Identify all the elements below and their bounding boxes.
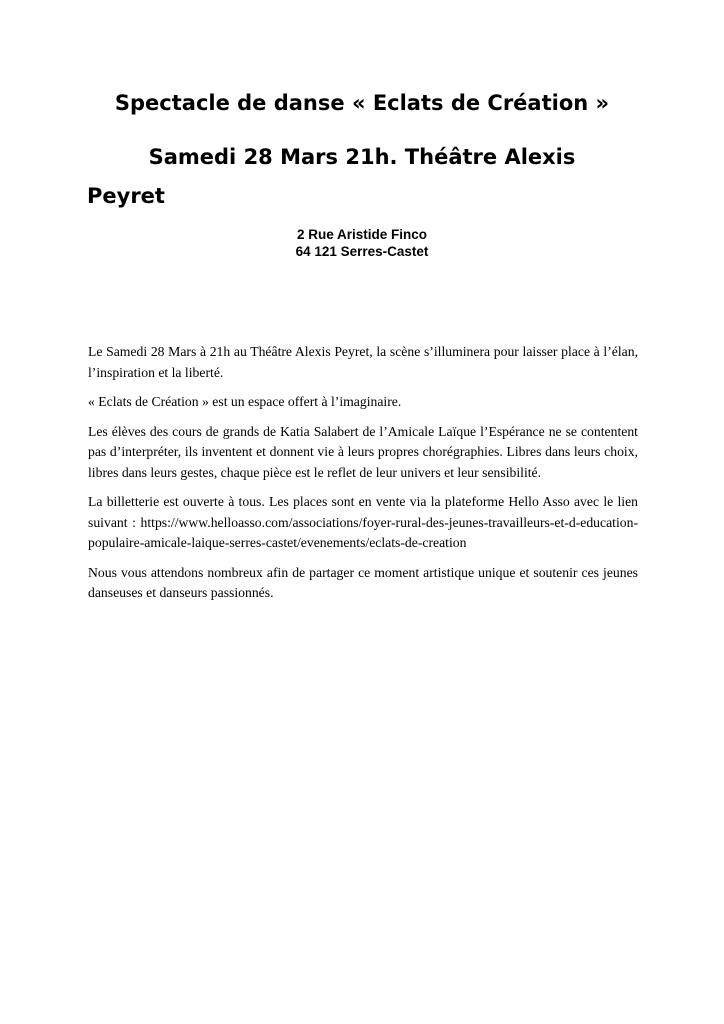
paragraph-ticketing xyxy=(88,492,638,554)
paragraph-imaginaire: « Eclats de Création » est un espace offert à l’imaginaire. xyxy=(88,394,402,409)
body-text xyxy=(88,342,638,613)
event-date-venue: Samedi 28 Mars 21h. Théâtre Alexis xyxy=(148,145,576,169)
paragraph-closing: Nous vous attendons nombreux afin de partager ce moment artistique unique et soutenir ces jeunes danseuses et danseurs passionnés. xyxy=(88,564,638,600)
paragraph-intro: Le Samedi 28 Mars à 21h au Théâtre Alexis Peyret, la scène s’illuminera pour laisser place à l’élan, l’inspiration et la liberté. xyxy=(88,344,638,380)
venue-address xyxy=(0,226,724,260)
event-venue-continuation: Peyret xyxy=(87,184,165,208)
address-street: 2 Rue Aristide Finco xyxy=(296,227,428,242)
address-city: 64 121 Serres-Castet xyxy=(295,244,429,259)
ticketing-link[interactable]: https://www.helloasso.com/associations/foyer-rural-des-jeunes-travailleurs-et-d-education-populaire-amicale-laique-serres-castet/evenements/eclats-de-creation xyxy=(88,514,639,550)
paragraph-students: Les élèves des cours de grands de Katia Salabert de l’Amicale Laïque l’Espérance ne se contentent pas d’interpréter, ils inventent et donnent vie à leurs propres chorégraphies. Libres dans leurs choix, libres dans leurs gestes, chaque pièce est le reflet de leur univers et leur sensibilité. xyxy=(88,423,638,480)
event-title: Spectacle de danse « Eclats de Création » xyxy=(114,91,610,115)
ticketing-text: La billetterie est ouverte à tous. Les places sont en vente via la plateforme Hello Asso avec le lien suivant : xyxy=(88,494,638,530)
